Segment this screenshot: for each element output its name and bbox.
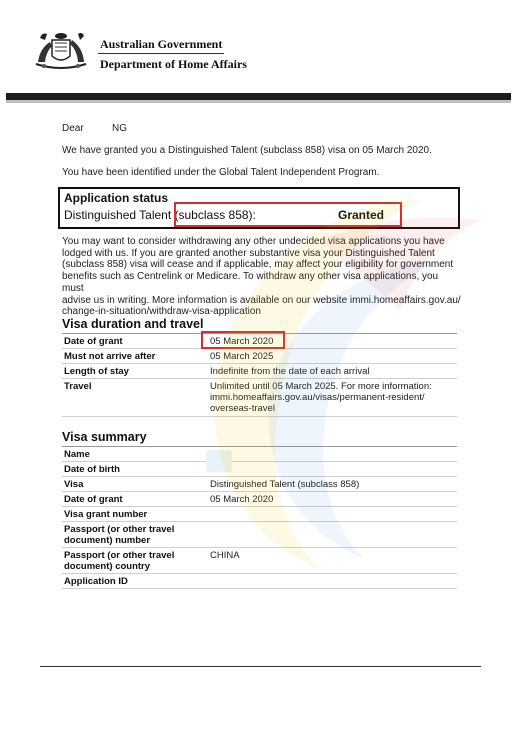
row-value: Distinguished Talent (subclass 858) [210,479,360,490]
application-status-title: Application status [64,191,169,205]
row-label: Name [64,449,90,460]
header-divider [98,53,224,54]
table-row [62,447,457,462]
grant-statement: We have granted you a Distinguished Talent (subclass 858) visa on 05 March 2020. [62,145,432,156]
row-label: Travel [64,381,92,392]
redacted-name [90,122,112,135]
application-status-visa: Distinguished Talent (subclass 858): [64,208,256,222]
table-row [62,349,457,364]
redacted-name-value [206,450,232,472]
row-value: 05 March 2025 [210,351,274,362]
visa-duration-title: Visa duration and travel [62,317,204,331]
table-row [62,364,457,379]
row-value: 05 March 2020 [210,494,274,505]
row-value: Indefinite from the date of each arrival [210,366,370,377]
row-label: Date of grant [64,336,123,347]
table-row [62,548,457,574]
row-label: Must not arrive after [64,351,156,362]
withdraw-advice-paragraph: You may want to consider withdrawing any other undecided visa applications you have lodged with us. If you are granted another substantive visa your Distinguished Talent (subclass 858) visa will cease and if applicable, may affect your eligibility for government benefits such as Centrelink or Medicare. To withdraw any other visa applications, you must advise us in writing. More information is available on our website immi.homeaffairs.gov.au/ change-in-situation/withdraw-visa-application [62,236,461,318]
row-label: Date of birth [64,464,120,475]
header-bar-shadow [6,100,511,103]
coat-of-arms-emblem [32,26,90,70]
status-highlight-box [174,202,402,227]
table-row [62,507,457,522]
salutation: Dear [62,123,84,134]
table-row [62,492,457,507]
program-statement: You have been identified under the Global Talent Independent Program. [62,167,380,178]
grant-date-highlight-box [201,331,285,349]
row-value: CHINA [210,550,240,561]
row-value: Unlimited until 05 March 2025. For more information: immi.homeaffairs.gov.au/visas/permanent-resident/ overseas-travel [210,381,432,414]
visa-summary-title: Visa summary [62,430,147,444]
row-label: Application ID [64,576,128,587]
table-row [62,477,457,492]
row-label: Passport (or other travel document) number [64,524,175,546]
government-name: Australian Government [100,37,223,51]
row-label: Visa grant number [64,509,148,520]
row-label: Length of stay [64,366,129,377]
row-label: Visa [64,479,84,490]
header-bar [6,93,511,100]
department-name: Department of Home Affairs [100,57,247,71]
row-value: 05 March 2020 [210,336,274,347]
table-row [62,522,457,548]
application-status-value: Granted [338,208,385,222]
table-row [62,379,457,417]
salutation-name-fragment: NG [112,123,127,134]
footer-divider [40,666,481,667]
row-label: Date of grant [64,494,123,505]
table-row [62,574,457,589]
row-label: Passport (or other travel document) country [64,550,175,572]
table-row [62,462,457,477]
